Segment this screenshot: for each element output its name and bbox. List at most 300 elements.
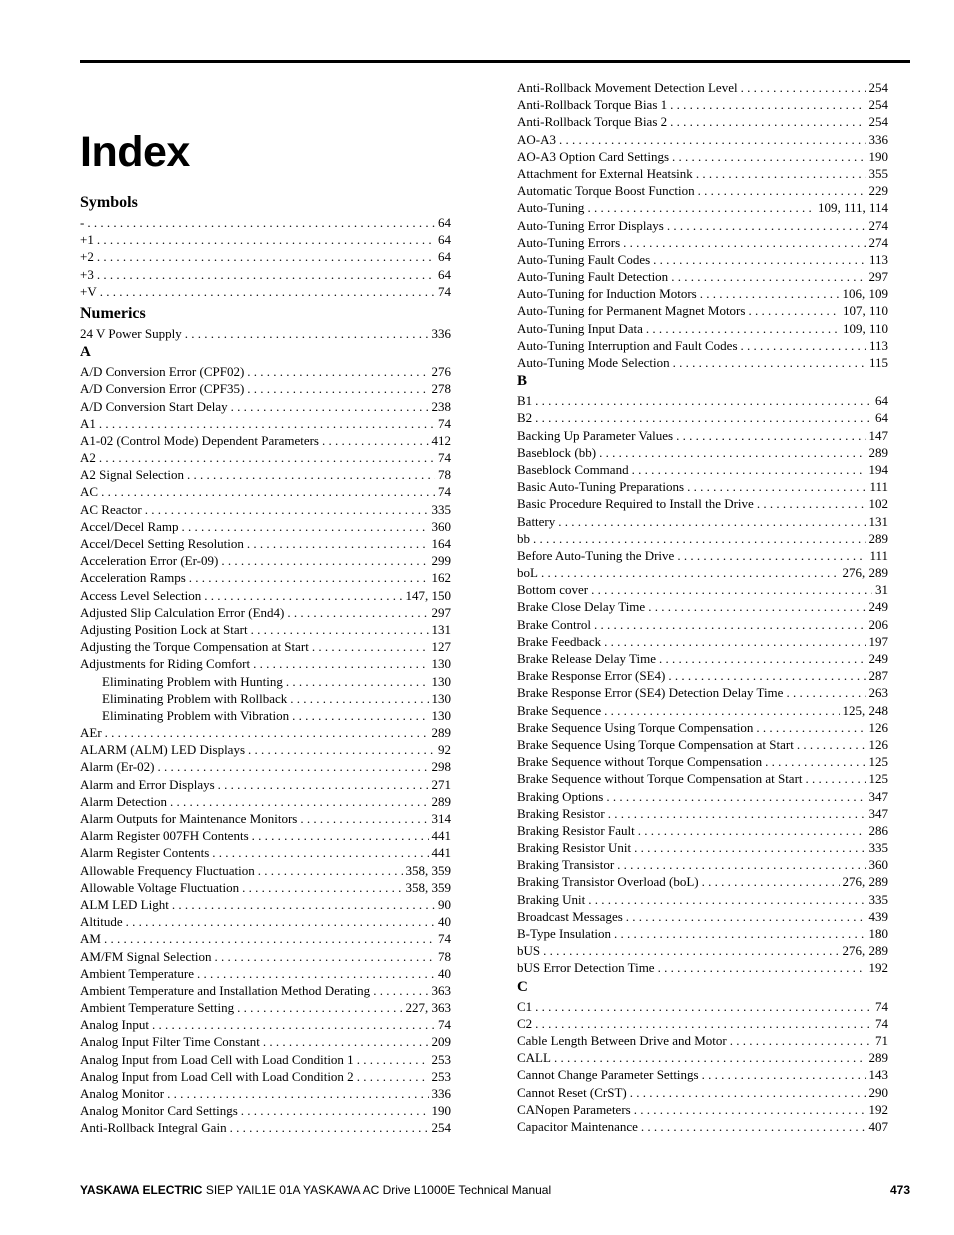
index-entry [517,96,888,113]
entry-term: boL [517,565,538,581]
entry-page: 64 [438,215,451,230]
entry-term: Accel/Decel Setting Resolution [80,536,244,551]
entry-page: 147 [868,427,888,443]
index-entry [517,753,888,770]
index-entry [517,302,888,319]
index-entry [517,1032,888,1049]
entry-term: Analog Input from Load Cell with Load Condition 1 [80,1051,354,1067]
entry-page: 109, 110 [842,320,888,336]
index-entry [80,415,451,432]
index-entry [517,856,888,873]
index-entry [80,1102,451,1119]
dot-leader [287,604,428,621]
entry-page: 274 [868,234,888,250]
entry-term: Attachment for External Heatsink [517,165,693,181]
dot-leader [702,1066,866,1083]
entry-term: bUS Error Detection Time [517,960,655,976]
dot-leader [634,1101,866,1118]
entry-term: Cannot Change Parameter Settings [517,1067,699,1083]
index-entry [80,776,451,793]
entry-page: 92 [438,742,451,758]
entry-page: 113 [868,251,888,267]
index-entry [517,598,888,615]
index-entry [80,793,451,810]
dot-leader [101,483,435,500]
dot-leader [698,182,866,199]
entry-page: 125, 248 [842,702,888,718]
dot-leader [535,392,872,409]
entry-term: Brake Response Error (SE4) [517,668,666,684]
entry-term: Alarm and Error Displays [80,776,215,792]
entry-term: ALM LED Light [80,896,169,912]
entry-page: 147, 150 [405,587,451,603]
index-entry [80,231,451,248]
index-entry [517,998,888,1015]
dot-leader [286,673,429,690]
entry-term: Braking Resistor [517,805,605,821]
dot-leader [741,79,866,96]
index-entry [517,822,888,839]
dot-leader [741,337,866,354]
index-entry [80,965,451,982]
entry-page: 64 [875,410,888,426]
dot-leader [99,449,435,466]
entry-term: Ambient Temperature Setting [80,1000,235,1016]
dot-leader [541,564,840,581]
index-entry [517,1066,888,1083]
entry-page: 111 [869,547,888,563]
entry-term: Alarm Register 007FH Contents [80,828,249,844]
entry-page: 249 [868,599,888,615]
entry-page: 254 [868,114,888,130]
entry-page: 131 [868,513,888,529]
entry-page: 360 [431,518,451,534]
entry-page: 192 [868,1101,888,1117]
entry-page: 336 [431,1086,451,1101]
entry-page: 276, 289 [842,565,888,581]
index-entry [517,788,888,805]
entry-term: Automatic Torque Boost Function [517,183,695,199]
dot-leader [263,1033,429,1050]
entry-term: A/D Conversion Error (CPF02) [80,364,245,380]
entry-page: 31 [875,582,888,598]
dot-leader [617,856,865,873]
entry-term: AM/FM Signal Selection [80,948,212,964]
entry-page: 263 [868,685,888,701]
entry-page: 229 [868,183,888,199]
dot-leader [126,913,435,930]
dot-leader [170,793,429,810]
entry-page: 412 [431,432,451,448]
dot-leader [672,148,865,165]
entry-page: 360 [868,857,888,873]
entry-page: 78 [438,948,451,964]
entry-term: Brake Release Delay Time [517,651,656,666]
dot-leader [253,655,428,672]
dot-leader [535,998,872,1015]
entry-page: 192 [868,960,888,976]
index-entry [80,466,451,483]
entry-term: Eliminating Problem with Rollback [102,690,288,706]
index-entry [517,131,888,148]
entry-term: Auto-Tuning [517,200,585,216]
entry-page: 347 [868,805,888,821]
index-entry [80,535,451,552]
entry-page: 278 [431,381,451,397]
entry-page: 439 [868,908,888,924]
entry-page: 126 [868,719,888,735]
entry-term: Basic Auto-Tuning Preparations [517,479,685,495]
dot-leader [677,547,866,564]
entry-page: 71 [875,1032,888,1048]
entry-page: 347 [868,788,888,804]
dot-leader [322,432,429,449]
entry-page: 162 [431,570,451,586]
entry-page: 111 [869,479,888,495]
dot-leader [172,896,435,913]
index-entry [517,959,888,976]
entry-page: 64 [438,266,451,282]
entry-page: 298 [431,759,451,775]
index-entry [80,930,451,947]
dot-leader [97,231,435,248]
index-entry [80,325,451,342]
entry-term: Brake Response Error (SE4) Detection Delay Time [517,685,784,701]
entry-term: Braking Options [517,788,604,804]
entry-term: Eliminating Problem with Hunting [102,673,283,689]
dot-leader [152,1016,435,1033]
entry-page: 249 [868,651,888,666]
entry-term: Bottom cover [517,582,589,598]
entry-page: 227, 363 [405,1000,451,1016]
dot-leader [221,552,428,569]
index-entry [517,148,888,165]
entry-term: Acceleration Ramps [80,570,186,586]
entry-page: 74 [438,415,451,431]
index-entry [80,1068,451,1085]
index-entry [517,770,888,787]
entry-page: 407 [868,1118,888,1134]
entry-term: A2 Signal Selection [80,467,184,483]
entry-term: Ambient Temperature [80,965,195,981]
entry-term: Brake Sequence Using Torque Compensation at Start [517,736,794,752]
entry-page: 363 [431,982,451,998]
dot-leader [676,427,865,444]
dot-leader [630,1084,866,1101]
index-entry [517,199,888,216]
entry-page: 289 [868,444,888,460]
entry-page: 238 [431,398,451,414]
dot-leader [247,535,429,552]
entry-page: 74 [438,931,451,947]
entry-term: Baseblock Command [517,461,629,477]
index-entry [80,810,451,827]
index-entry [517,320,888,337]
index-entry [80,248,451,265]
dot-leader [806,770,866,787]
entry-page: 40 [438,965,451,981]
entry-page: 78 [438,467,451,483]
top-rule [80,60,910,63]
index-entry [517,1084,888,1101]
entry-page: 130 [431,673,451,689]
entry-page: 143 [868,1067,888,1083]
dot-leader [231,398,429,415]
index-entry [80,283,451,300]
index-entry [517,908,888,925]
dot-leader [167,1085,428,1102]
dot-leader [242,879,402,896]
dot-leader [757,495,866,512]
entry-term: Brake Sequence without Torque Compensation [517,754,763,770]
index-entry [517,79,888,96]
dot-leader [641,1118,866,1135]
dot-leader [700,285,840,302]
entry-term: AC [80,484,99,500]
entry-term: C1 [517,998,533,1014]
entry-page: 276, 289 [842,943,888,959]
entry-page: 130 [431,707,451,723]
entry-page: 74 [875,1015,888,1031]
dot-leader [671,268,865,285]
entry-page: 253 [431,1051,451,1067]
entry-term: Analog Input from Load Cell with Load Condition 2 [80,1068,354,1084]
entry-page: 290 [868,1084,888,1100]
entry-term: Adjusted Slip Calculation Error (End4) [80,604,285,620]
dot-leader [212,844,428,861]
dot-leader [658,959,866,976]
dot-leader [670,113,865,130]
entry-term: Auto-Tuning Errors [517,234,621,250]
dot-leader [241,1102,429,1119]
index-entry [517,616,888,633]
index-entry [517,409,888,426]
entry-page: 271 [431,776,451,792]
index-entry [80,398,451,415]
entry-page: 314 [431,811,451,826]
dot-leader [252,827,429,844]
entry-term: Auto-Tuning Mode Selection [517,355,670,370]
page-number: 473 [889,1183,910,1197]
entry-page: 441 [431,845,451,861]
dot-leader [248,741,435,758]
dot-leader [292,707,428,724]
entry-term: AO-A3 Option Card Settings [517,148,670,164]
entry-page: 180 [868,926,888,941]
index-entry [80,266,451,283]
entry-page: 254 [868,80,888,95]
dot-leader [189,569,429,586]
entry-page: 358, 359 [405,862,451,878]
entry-term: +3 [80,266,94,282]
entry-term: Battery [517,513,556,529]
entry-term: +V [80,283,97,299]
index-entry [80,862,451,879]
entry-page: 190 [431,1103,451,1119]
index-entry [80,913,451,930]
index-entry [517,337,888,354]
entry-term: Brake Sequence without Torque Compensation at Start [517,771,803,787]
entry-term: A2 [80,450,96,466]
entry-page: 276 [431,364,451,380]
dot-leader [786,684,865,701]
index-entry [80,655,451,672]
index-column-right [517,79,888,1135]
dot-leader [608,805,866,822]
index-entry [517,217,888,234]
footer-manual-title: SIEP YAIL1E 01A YASKAWA AC Drive L1000E Technical Manual [205,1183,552,1197]
dot-leader [604,702,839,719]
entry-page: 209 [431,1034,451,1050]
index-entry [517,650,888,667]
dot-leader [290,690,428,707]
entry-page: 299 [431,553,451,569]
index-entry [517,581,888,598]
entry-page: 64 [438,232,451,248]
dot-leader [104,930,435,947]
index-entry [80,948,451,965]
entry-term: A1-02 (Control Mode) Dependent Parameters [80,432,319,448]
entry-term: Brake Feedback [517,633,602,649]
entry-page: 335 [868,840,888,856]
entry-page: 276, 289 [842,874,888,890]
dot-leader [357,1068,429,1085]
entry-page: 194 [868,461,888,477]
section-heading: B [517,373,528,390]
entry-page: 74 [438,1017,451,1033]
dot-leader [357,1051,429,1068]
entry-page: 287 [868,668,888,684]
entry-term: Alarm Detection [80,793,167,809]
index-entry [517,891,888,908]
entry-term: Adjusting the Torque Compensation at Start [80,639,309,655]
dot-leader [247,363,428,380]
dot-leader [373,982,428,999]
dot-leader [599,444,865,461]
entry-term: Alarm Outputs for Maintenance Monitors [80,811,298,826]
entry-term: Brake Sequence [517,702,602,718]
dot-leader [702,873,840,890]
entry-term: Anti-Rollback Movement Detection Level [517,80,738,95]
entry-term: Backing Up Parameter Values [517,427,674,443]
entry-term: Capacitor Maintenance [517,1118,638,1134]
dot-leader [730,1032,872,1049]
entry-term: Allowable Voltage Fluctuation [80,879,240,895]
entry-page: 206 [868,616,888,632]
entry-term: - [80,215,85,230]
dot-leader [157,758,428,775]
index-column-left [80,189,451,1137]
entry-page: 289 [868,530,888,546]
entry-term: B1 [517,393,533,409]
index-entry [80,1119,451,1136]
entry-term: Access Level Selection [80,587,202,603]
entry-page: 64 [438,249,451,265]
entry-page: 90 [438,896,451,912]
dot-leader [185,325,429,342]
index-entry [517,251,888,268]
entry-page: 297 [431,604,451,620]
dot-leader [87,214,435,231]
entry-term: Alarm (Er-02) [80,759,155,775]
dot-leader [535,1015,872,1032]
index-entry [80,1051,451,1068]
entry-term: Analog Monitor Card Settings [80,1103,238,1119]
dot-leader [797,736,866,753]
index-subentry [80,690,451,707]
entry-page: 109, 111, 114 [817,200,888,216]
entry-page: 125 [868,771,888,787]
dot-leader [765,753,865,770]
entry-page: 130 [431,690,451,706]
entry-page: 113 [868,337,888,353]
entry-term: 24 V Power Supply [80,325,182,341]
entry-page: 40 [438,914,451,930]
entry-term: bb [517,530,530,546]
dot-leader [97,248,435,265]
entry-term: AM [80,931,101,947]
dot-leader [646,320,840,337]
footer-brand: YASKAWA ELECTRIC [80,1183,203,1197]
entry-page: 131 [431,621,451,637]
page-footer [80,1182,910,1198]
entry-page: 127 [431,639,451,655]
index-entry [517,547,888,564]
entry-term: ALARM (ALM) LED Displays [80,742,246,758]
entry-page: 289 [431,793,451,809]
index-entry [80,896,451,913]
entry-term: Auto-Tuning Interruption and Fault Codes [517,337,738,353]
entry-term: Auto-Tuning Input Data [517,320,643,336]
dot-leader [543,942,839,959]
entry-term: Allowable Frequency Fluctuation [80,862,255,878]
dot-leader [204,587,402,604]
entry-term: Brake Close Delay Time [517,599,646,615]
entry-term: Alarm Register Contents [80,845,210,861]
entry-term: A/D Conversion Start Delay [80,398,228,414]
entry-term: Cannot Reset (CrST) [517,1084,627,1100]
entry-term: Anti-Rollback Torque Bias 1 [517,97,668,113]
index-entry [80,621,451,638]
dot-leader [554,1049,866,1066]
entry-page: 254 [431,1120,451,1136]
index-subentry [80,707,451,724]
index-entry [517,444,888,461]
dot-leader [251,621,429,638]
dot-leader [626,908,866,925]
dot-leader [606,788,865,805]
index-entry [517,495,888,512]
index-entry [517,942,888,959]
entry-page: 107, 110 [842,303,888,319]
dot-leader [591,581,872,598]
index-entry [517,285,888,302]
index-entry [517,633,888,650]
index-entry [517,354,888,371]
entry-page: 164 [431,536,451,551]
index-entry [80,432,451,449]
index-entry [80,982,451,999]
index-subentry [80,673,451,690]
dot-leader [667,217,866,234]
entry-term: Basic Procedure Required to Install the Drive [517,496,754,512]
index-entry [517,478,888,495]
entry-term: Baseblock (bb) [517,444,597,460]
index-entry [517,667,888,684]
dot-leader [614,925,865,942]
index-entry [80,552,451,569]
entry-page: 64 [875,393,888,409]
